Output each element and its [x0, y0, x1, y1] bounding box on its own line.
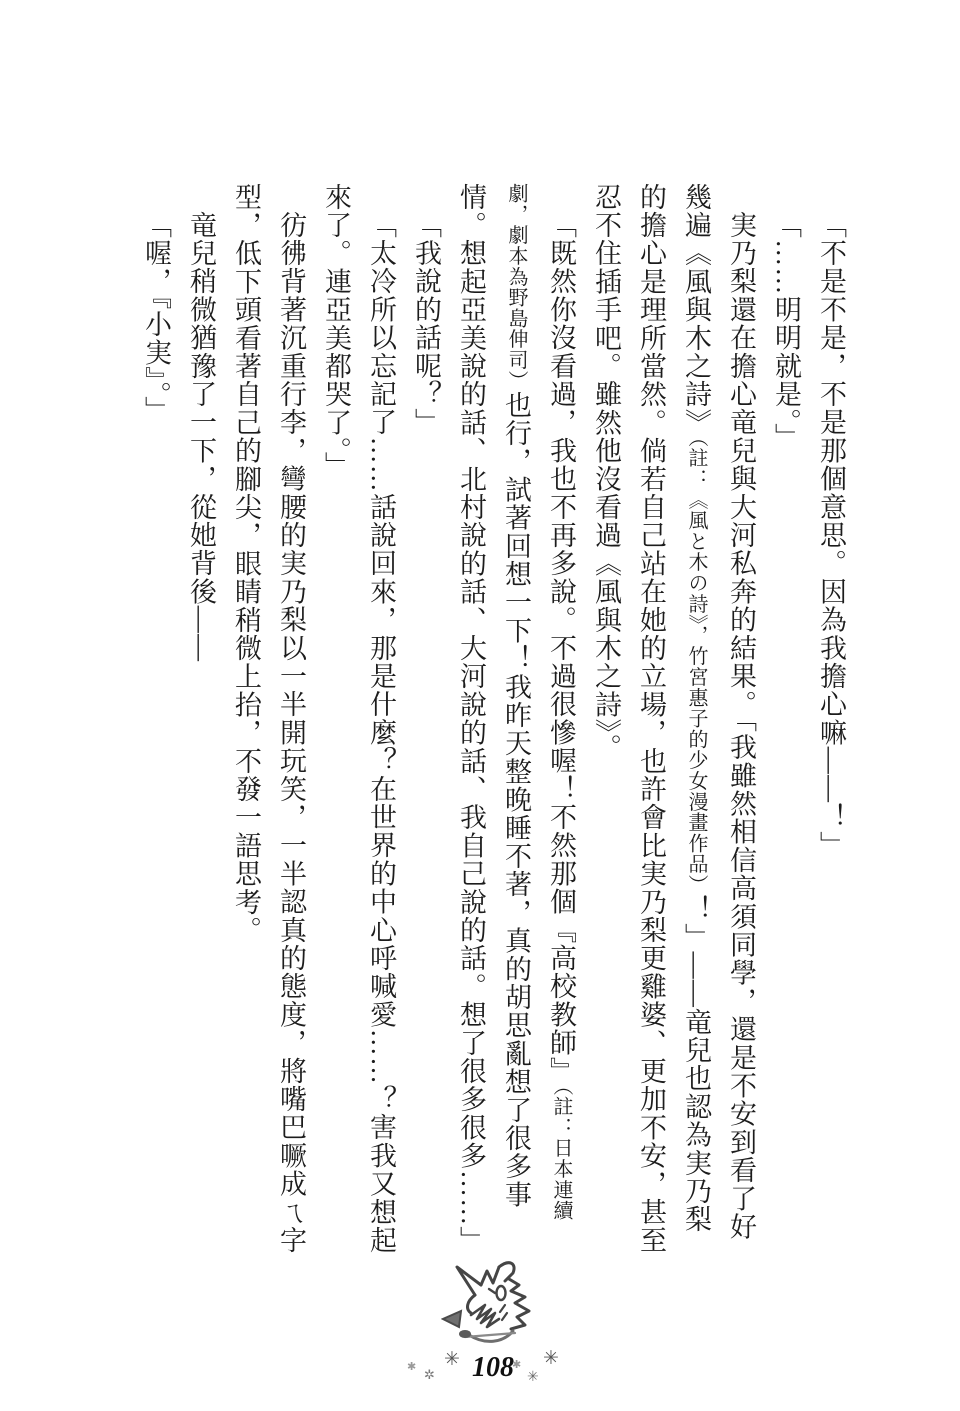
dialogue-line-6: [133, 183, 178, 1261]
sparkle-icon: ✱: [512, 1358, 522, 1371]
text-run: 「不是不是，不是那個意思。因為我擔心嘛——！」: [816, 211, 846, 860]
sparkle-icon: ✳: [543, 1347, 559, 1369]
text-run: 「喔，『小実』。」: [141, 211, 171, 425]
text-run: 竜兒稍微猶豫了一下，從她背後——: [186, 211, 216, 663]
sparkle-icon: ✲: [424, 1368, 435, 1383]
text-run: 実乃梨還在擔心竜兒與大河私奔的結果。「我雖然相信高須同學，還是不安到看了好幾遍《風與木之詩》: [681, 183, 756, 1241]
dialogue-line-4: [403, 183, 448, 1261]
translator-note-run: （註：日本連續劇，劇本為野島伸司）: [505, 183, 572, 1221]
vertical-text-block: [133, 183, 853, 1261]
sparkle-icon: ✳: [527, 1369, 539, 1385]
text-run: 「太冷所以忘記了……話說回來，那是什麼？在世界的中心呼喊愛……？害我又想起來了。連亞美都哭了。」: [321, 183, 396, 1255]
text-run: ！」——竜兒也認為実乃梨的擔心是理所當然。倘若自己站在她的立場，也許會比実乃梨更雞婆、更加不安，甚至忍不住插手吧。雖然他沒看過《風與木之詩》。: [591, 183, 711, 1255]
dialogue-line-1: [808, 183, 853, 1261]
text-run: 「我說的話呢？」: [411, 211, 441, 437]
page-number: 108: [472, 1352, 514, 1383]
narrative-paragraph-1: [583, 183, 763, 1261]
dialogue-line-2: [763, 183, 808, 1261]
dialogue-line-5: [313, 183, 403, 1261]
text-run: 「既然你沒看過，我也不再多說。不過很慘喔！不然那個『高校教師』: [546, 211, 576, 1086]
translator-note-run: （註：《風と木の詩》，竹宮惠子的少女漫畫作品）: [685, 436, 707, 896]
text-run: 也行，試著回想一下！我昨天整晚睡不著，真的胡思亂想了很多事情。想起亞美說的話、北村說的話、大河說的話、我自己說的話。想了很多很多……」: [456, 183, 531, 1255]
sparkle-icon: ✱: [407, 1360, 417, 1373]
narrative-paragraph-3: [178, 183, 223, 1261]
dialogue-line-3: [448, 183, 583, 1261]
narrative-paragraph-2: [223, 183, 313, 1261]
text-run: 「……明明就是。」: [771, 211, 801, 452]
text-run: 彷彿背著沉重行李，彎腰的実乃梨以一半開玩笑，一半認真的態度，將嘴巴噘成ㄟ字型，低下頭看著自己的腳尖，眼睛稍微上抬，不發一語思考。: [231, 183, 306, 1255]
dragon-doodle-icon: [441, 1255, 545, 1351]
sparkle-icon: ✳: [444, 1348, 460, 1370]
